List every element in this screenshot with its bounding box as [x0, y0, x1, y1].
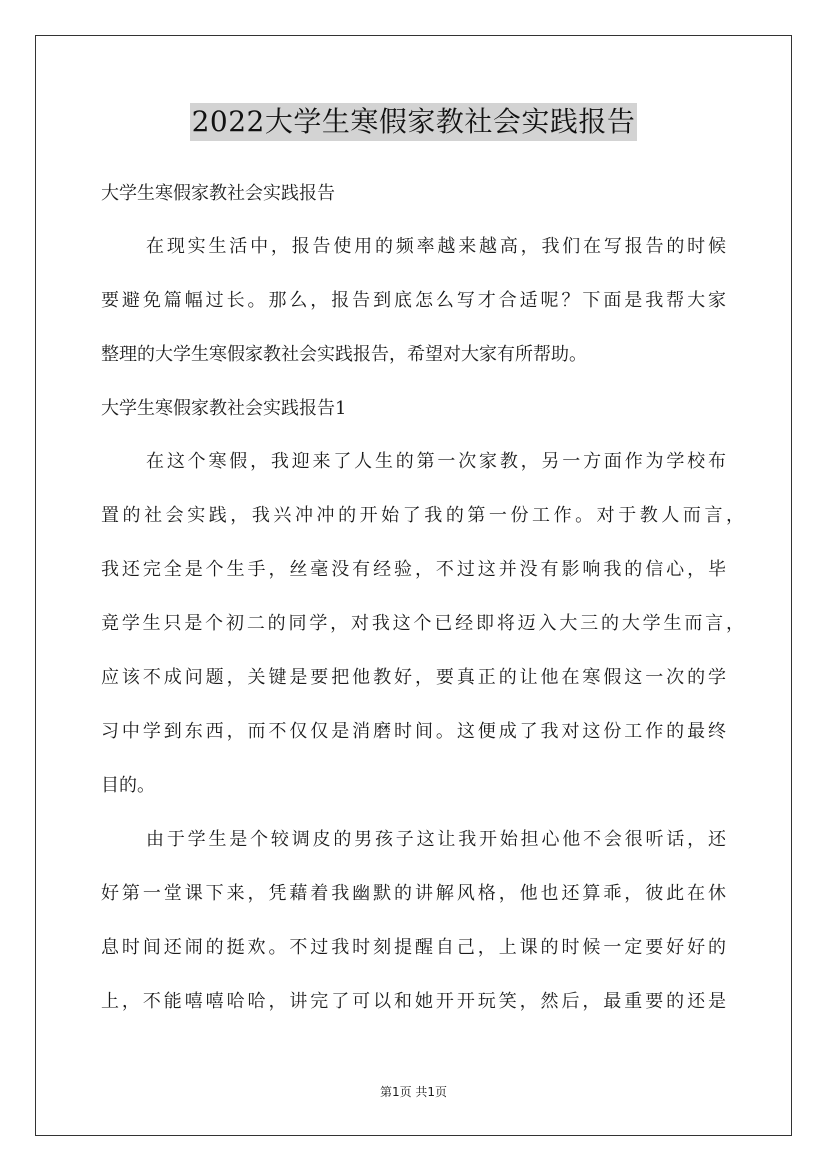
section-heading: 大学生寒假家教社会实践报告 [101, 183, 335, 204]
paragraph-line: 我还完全是个生手，丝毫没有经验，不过这并没有影响我的信心，毕 [101, 559, 726, 580]
document-title: 2022大学生寒假家教社会实践报告 [190, 103, 638, 141]
paragraph-line: 竟学生只是个初二的同学，对我这个已经即将迈入大三的大学生而言， [101, 613, 744, 634]
paragraph-line: 在这个寒假，我迎来了人生的第一次家教，另一方面作为学校布 [146, 451, 726, 472]
paragraph-line: 上，不能嘻嘻哈哈，讲完了可以和她开开玩笑，然后，最重要的还是 [101, 991, 726, 1012]
paragraph-line: 息时间还闹的挺欢。不过我时刻提醒自己，上课的时候一定要好好的 [101, 937, 726, 958]
paragraph-line: 应该不成问题，关键是要把他教好，要真正的让他在寒假这一次的学 [101, 667, 726, 688]
section-heading: 大学生寒假家教社会实践报告1 [101, 398, 347, 419]
paragraph-line: 整理的大学生寒假家教社会实践报告，希望对大家有所帮助。 [101, 344, 587, 365]
page-footer: 第1页 共1页 [379, 1085, 448, 1099]
paragraph-line: 好第一堂课下来，凭藉着我幽默的讲解风格，他也还算乖，彼此在休 [101, 883, 726, 904]
paragraph-line: 在现实生活中，报告使用的频率越来越高，我们在写报告的时候 [146, 236, 726, 257]
paragraph-line: 目的。 [101, 775, 155, 796]
paragraph-line: 习中学到东西，而不仅仅是消磨时间。这便成了我对这份工作的最终 [101, 721, 726, 742]
paragraph-line: 由于学生是个较调皮的男孩子这让我开始担心他不会很听话，还 [146, 829, 726, 850]
paragraph-line: 置的社会实践，我兴冲冲的开始了我的第一份工作。对于教人而言， [101, 505, 744, 526]
paragraph-line: 要避免篇幅过长。那么，报告到底怎么写才合适呢？下面是我帮大家 [101, 290, 726, 311]
title-container [0, 103, 827, 141]
